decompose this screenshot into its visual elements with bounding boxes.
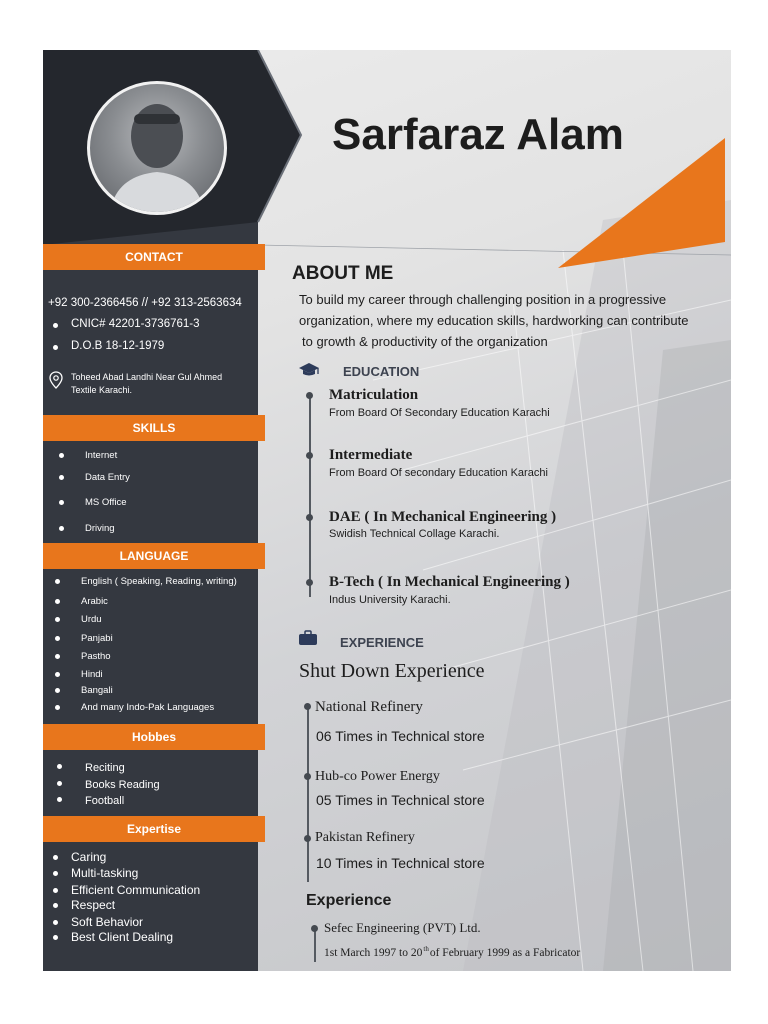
- experience-detail: 10 Times in Technical store: [316, 855, 485, 871]
- bullet-icon: [55, 688, 60, 693]
- work-detail-start: 1st March 1997 to 20: [324, 946, 423, 959]
- contact-dob: D.O.B 18-12-1979: [71, 340, 165, 352]
- about-line-2: organization, where my education skills, hardworking can contribute: [299, 313, 689, 328]
- bullet-icon: [55, 636, 60, 641]
- bullet-icon: [53, 345, 58, 350]
- timeline-dot: [304, 835, 311, 842]
- bullet-icon: [59, 475, 64, 480]
- education-detail: Indus University Karachi.: [329, 594, 451, 606]
- language-item: Hindi: [81, 669, 103, 680]
- bullet-icon: [57, 797, 62, 802]
- skills-heading: SKILLS: [43, 415, 265, 441]
- bullet-icon: [59, 500, 64, 505]
- bullet-icon: [53, 323, 58, 328]
- expertise-item: Caring: [71, 850, 107, 864]
- skill-item: Internet: [85, 450, 118, 461]
- expertise-item: Best Client Dealing: [71, 930, 174, 944]
- expertise-item: Efficient Communication: [71, 883, 201, 897]
- language-item: Panjabi: [81, 633, 113, 644]
- bullet-icon: [59, 526, 64, 531]
- candidate-name: Sarfaraz Alam: [332, 110, 624, 159]
- profile-photo: [87, 81, 227, 215]
- education-title: DAE ( In Mechanical Engineering ): [329, 509, 557, 525]
- briefcase-icon: [298, 630, 318, 646]
- work-experience-heading: Experience: [306, 892, 392, 909]
- experience-detail: 06 Times in Technical store: [316, 728, 485, 744]
- timeline-dot: [306, 514, 313, 521]
- bullet-icon: [55, 705, 60, 710]
- language-heading: LANGUAGE: [43, 543, 265, 569]
- expertise-item: Soft Behavior: [71, 915, 144, 929]
- expertise-item: Respect: [71, 898, 116, 912]
- language-item: Bangali: [81, 685, 113, 696]
- bullet-icon: [59, 453, 64, 458]
- experience-timeline: [307, 705, 309, 882]
- expertise-heading: Expertise: [43, 816, 265, 842]
- skill-item: Driving: [85, 523, 115, 534]
- timeline-dot: [306, 452, 313, 459]
- hobby-item: Reciting: [85, 762, 125, 774]
- work-detail: [324, 945, 580, 959]
- bullet-icon: [53, 855, 58, 860]
- skill-item: Data Entry: [85, 472, 130, 483]
- work-detail-end: of February 1999 as a Fabricator: [429, 946, 581, 959]
- hobby-item: Football: [85, 795, 125, 807]
- experience-heading: EXPERIENCE: [340, 635, 424, 650]
- language-item: And many Indo-Pak Languages: [81, 702, 215, 713]
- timeline-dot: [306, 579, 313, 586]
- bullet-icon: [53, 920, 58, 925]
- resume-page: [43, 50, 731, 971]
- expertise-item: Multi-tasking: [71, 866, 139, 880]
- experience-company: National Refinery: [315, 699, 423, 715]
- education-title: B-Tech ( In Mechanical Engineering ): [329, 574, 570, 590]
- experience-detail: 05 Times in Technical store: [316, 792, 485, 808]
- work-company: Sefec Engineering (PVT) Ltd.: [324, 920, 481, 935]
- work-detail-superscript: th: [423, 945, 429, 953]
- education-detail: From Board Of secondary Education Karachi: [329, 467, 548, 479]
- education-timeline: [309, 395, 311, 597]
- experience-company: Hub-co Power Energy: [315, 769, 440, 784]
- contact-address-line2: Textile Karachi.: [71, 385, 133, 395]
- graduation-cap-icon: [298, 362, 320, 378]
- bullet-icon: [55, 672, 60, 677]
- education-detail: Swidish Technical Collage Karachi.: [329, 528, 500, 540]
- education-title: Matriculation: [329, 387, 419, 403]
- skill-item: MS Office: [85, 497, 127, 508]
- location-pin-icon: [49, 371, 63, 389]
- bullet-icon: [57, 781, 62, 786]
- language-item: Arabic: [81, 596, 108, 607]
- timeline-dot: [304, 703, 311, 710]
- bullet-icon: [53, 871, 58, 876]
- bullet-icon: [55, 654, 60, 659]
- shutdown-experience-heading: Shut Down Experience: [299, 660, 485, 682]
- education-heading: EDUCATION: [343, 364, 420, 379]
- experience-company: Pakistan Refinery: [315, 830, 415, 845]
- hobbies-heading: Hobbes: [43, 724, 265, 750]
- bullet-icon: [55, 579, 60, 584]
- timeline-dot: [311, 925, 318, 932]
- about-line-3: to growth & productivity of the organization: [302, 334, 548, 349]
- language-item: Urdu: [81, 614, 102, 625]
- education-title: Intermediate: [329, 447, 413, 463]
- bullet-icon: [53, 888, 58, 893]
- language-item: English ( Speaking, Reading, writing): [81, 576, 237, 587]
- hobby-item: Books Reading: [85, 779, 160, 791]
- bullet-icon: [57, 764, 62, 769]
- timeline-dot: [306, 392, 313, 399]
- contact-heading: CONTACT: [43, 244, 265, 270]
- about-line-1: To build my career through challenging position in a progressive: [299, 292, 667, 307]
- timeline-dot: [304, 773, 311, 780]
- work-timeline: [314, 928, 316, 962]
- bullet-icon: [53, 903, 58, 908]
- language-item: Pastho: [81, 651, 111, 662]
- education-detail: From Board Of Secondary Education Karachi: [329, 407, 550, 419]
- contact-phone: +92 300-2366456 // +92 313-2563634: [48, 297, 242, 309]
- person-silhouette-icon: [90, 84, 224, 212]
- contact-cnic: CNIC# 42201-3736761-3: [71, 318, 200, 330]
- about-heading: ABOUT ME: [292, 263, 394, 284]
- bullet-icon: [55, 617, 60, 622]
- contact-address-line1: Toheed Abad Landhi Near Gul Ahmed: [71, 372, 223, 382]
- bullet-icon: [53, 935, 58, 940]
- bullet-icon: [55, 599, 60, 604]
